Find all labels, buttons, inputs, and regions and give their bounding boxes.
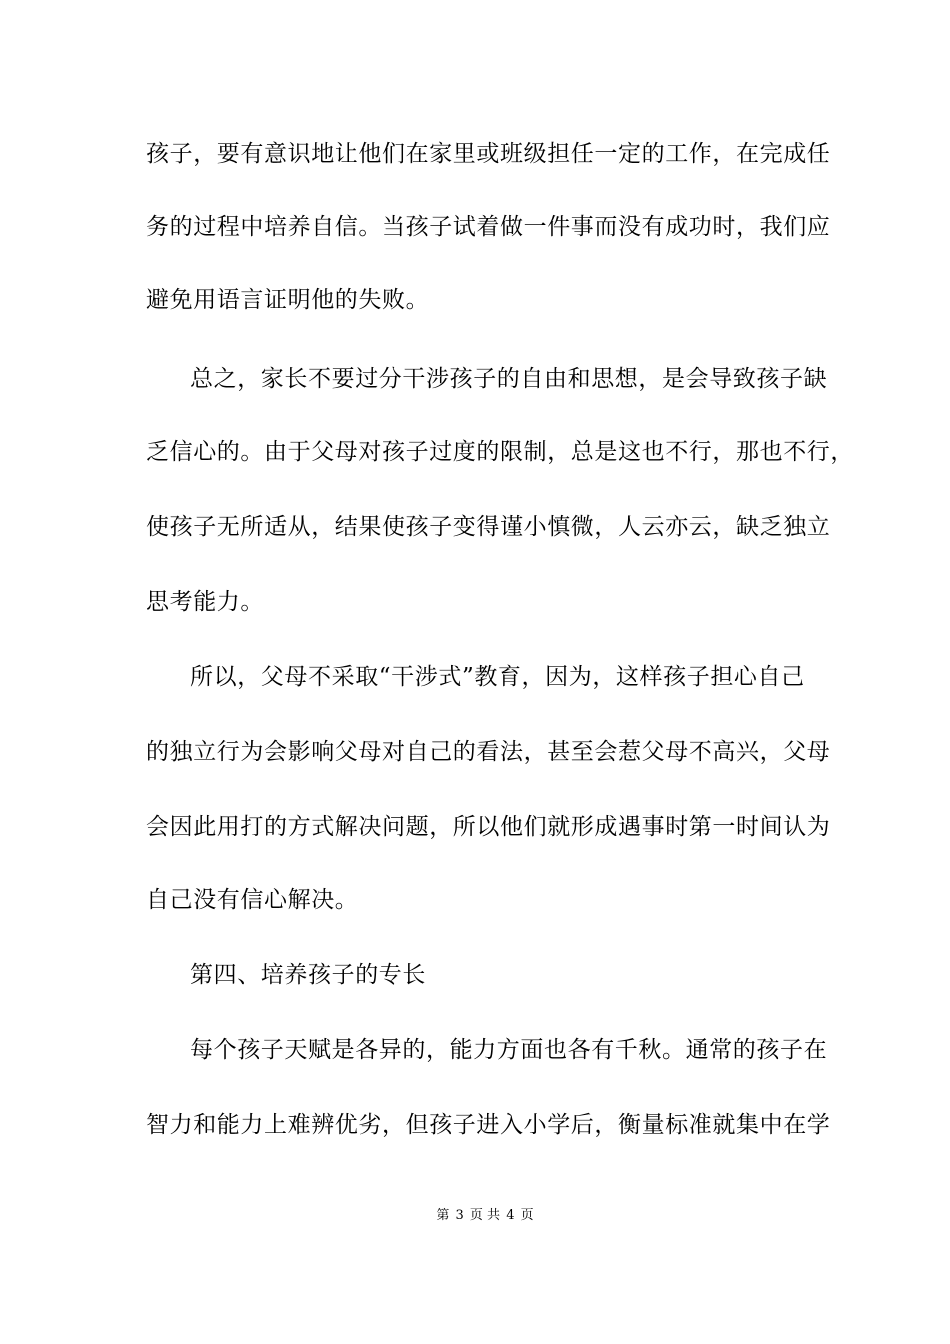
text-line: 孩子，要有意识地让他们在家里或班级担任一定的工作，在完成任 — [146, 141, 831, 167]
footer-total-pages: 4 — [506, 1208, 515, 1223]
text-line: 使孩子无所适从，结果使孩子变得谨小慎微，人云亦云，缺乏独立 — [146, 514, 831, 540]
footer-current-page: 3 — [455, 1208, 464, 1223]
text-line: 乏信心的。由于父母对孩子过度的限制，总是这也不行，那也不行， — [146, 439, 854, 465]
paragraph-start-line: 每个孩子天赋是各异的，能力方面也各有千秋。通常的孩子在 — [190, 1037, 828, 1063]
text-line: 智力和能力上难辨优劣，但孩子进入小学后，衡量标准就集中在学 — [146, 1112, 831, 1138]
page-footer — [0, 1207, 950, 1225]
section-heading: 第四、培养孩子的专长 — [190, 962, 426, 988]
paragraph-start-line: 所以，父母不采取“干涉式”教育，因为，这样孩子担心自己 — [190, 664, 805, 690]
text-line: 务的过程中培养自信。当孩子试着做一件事而没有成功时，我们应 — [146, 214, 831, 240]
text-line: 思考能力。 — [146, 589, 264, 615]
text-line: 自己没有信心解决。 — [146, 887, 359, 913]
text-line: 的独立行为会影响父母对自己的看法，甚至会惹父母不高兴，父母 — [146, 739, 831, 765]
footer-middle: 页 共 — [469, 1208, 501, 1223]
text-line: 避免用语言证明他的失败。 — [146, 287, 430, 313]
footer-suffix: 页 — [520, 1208, 534, 1223]
paragraph-start-line: 总之，家长不要过分干涉孩子的自由和思想，是会导致孩子缺 — [190, 366, 828, 392]
text-line: 会因此用打的方式解决问题，所以他们就形成遇事时第一时间认为 — [146, 814, 831, 840]
footer-prefix: 第 — [436, 1208, 450, 1223]
